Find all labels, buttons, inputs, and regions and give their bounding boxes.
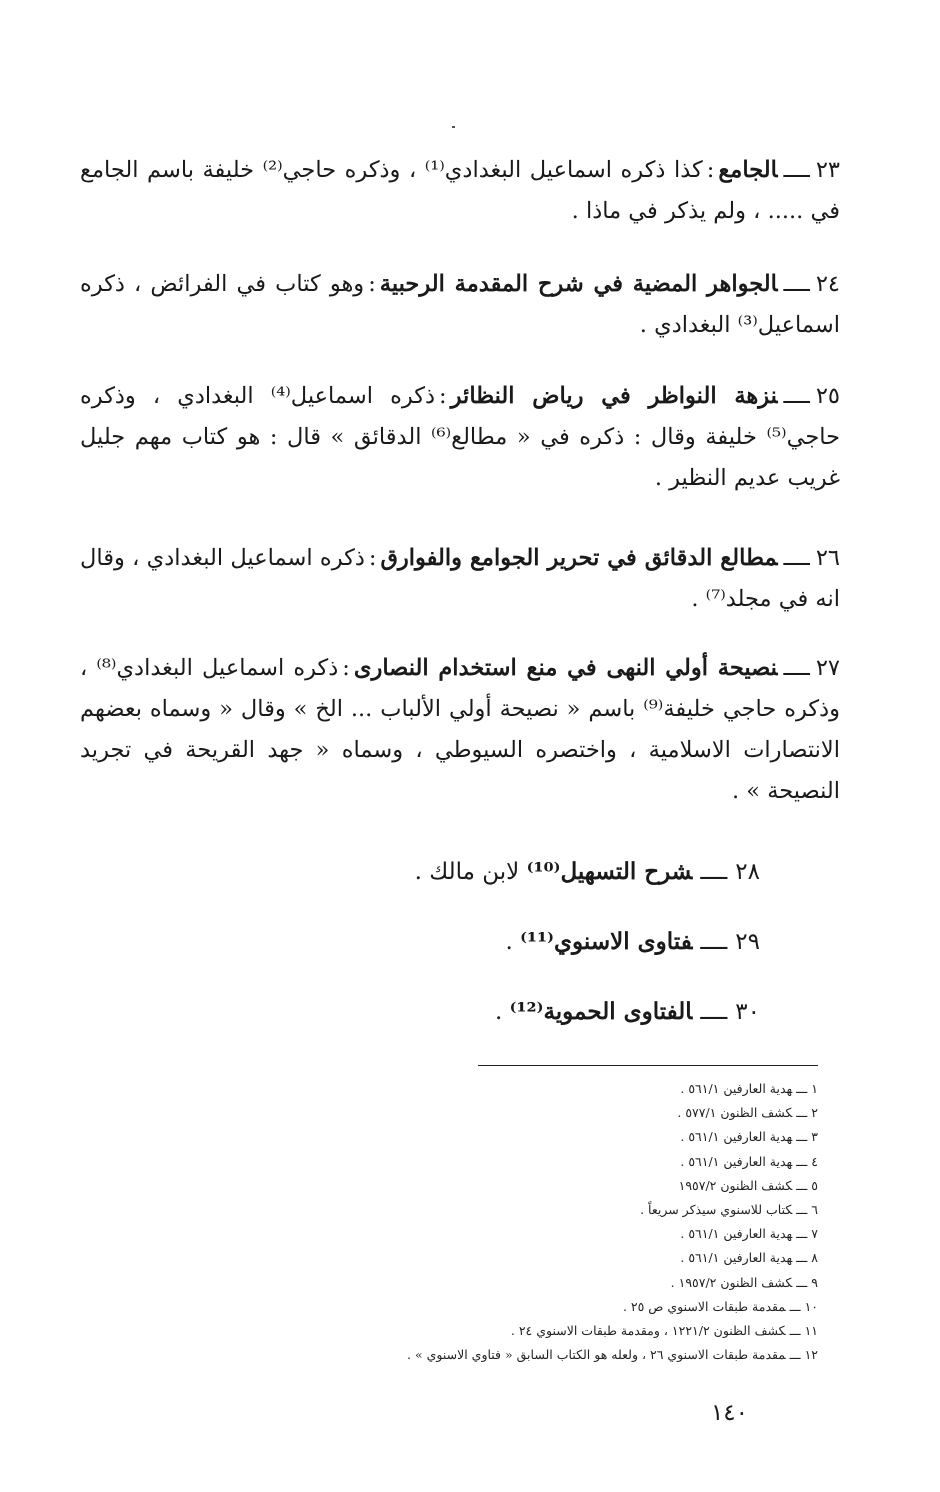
- entry-title: الفتاوى الحموية⁽¹²⁾: [509, 998, 693, 1025]
- footnote-number: ٤: [811, 1153, 818, 1169]
- footnote-text: كشف الظنون ٥٧٧/١ .: [677, 1105, 793, 1121]
- footnote-text: كشف الظنون ١٢٢١/٢ ، ومقدمة طبقات الاسنوي ٢٤ .: [510, 1323, 786, 1339]
- footnote-number: ٨: [811, 1250, 818, 1266]
- entry-text: لابن مالك .: [414, 859, 520, 885]
- entry-number: ٢٩: [735, 929, 760, 955]
- footnote-number: ٩: [811, 1274, 818, 1290]
- footnote-text: هدية العارفين ٥٦١/١ .: [680, 1081, 793, 1096]
- entry-dash: ــــ: [783, 655, 810, 681]
- footnote-number: ١: [811, 1081, 818, 1096]
- footnote-dash: ـــ: [796, 1105, 808, 1121]
- footnote-item: [198, 1246, 818, 1270]
- entry-dash: ــــ: [783, 157, 810, 183]
- footnote-number: ١٠: [804, 1298, 818, 1314]
- entry-dash: ــــ: [783, 545, 810, 571]
- entry-29: [506, 922, 760, 962]
- entry-number: ٢٥: [815, 383, 840, 409]
- entry-number: ٣٠: [735, 999, 760, 1025]
- entry-27: [80, 648, 840, 812]
- entry-dash: ــــ: [700, 999, 728, 1025]
- footnote-text: هدية العارفين ٥٦١/١ .: [680, 1226, 793, 1242]
- entry-title: نصيحة أولي النهى في منع استخدام النصارى: [353, 655, 778, 681]
- entry-text: ذكره اسماعيل البغدادي ، وقال انه في مجلد⁽⁷⁾ .: [80, 545, 840, 612]
- footnote-item: [198, 1343, 818, 1367]
- entry-title: نزهة النواظر في رياض النظائر: [450, 383, 778, 409]
- footnote-text: هدية العارفين ٥٦١/١ .: [680, 1129, 793, 1145]
- footnote-item: [198, 1150, 818, 1174]
- page-speck: [452, 126, 455, 128]
- footnote-dash: ـــ: [796, 1153, 808, 1169]
- entry-dash: ــــ: [700, 859, 728, 885]
- footnote-text: كتاب للاسنوي سيذكر سريعاً .: [640, 1202, 793, 1218]
- footnote-item: [198, 1101, 818, 1125]
- footnote-dash: ـــ: [796, 1177, 808, 1193]
- footnote-dash: ـــ: [796, 1202, 808, 1218]
- entry-23: [80, 150, 840, 232]
- entry-text: ذكره اسماعيل⁽⁴⁾ البغدادي ، وذكره حاجي⁽⁵⁾ خليفة وقال : ذكره في « مطالع⁽⁶⁾ الدقائق » قال : هو كتاب مهم جليل غريب عديم النظير .: [80, 383, 840, 491]
- entry-number: ٢٧: [815, 655, 840, 681]
- footnote-item: [198, 1222, 818, 1246]
- footnote-number: ١٢: [804, 1347, 818, 1363]
- entry-title: الجامع: [718, 157, 778, 183]
- entry-text: ذكره اسماعيل البغدادي⁽⁸⁾ ، وذكره حاجي خليفة⁽⁹⁾ باسم « نصيحة أولي الألباب ... الخ » وقال « وسماه بعضهم الانتصارات الاسلامية ، واختصره السيوطي ، وسماه « جهد القريحة في تجريد النصيحة » .: [80, 655, 840, 804]
- footnote-number: ٧: [811, 1226, 818, 1242]
- entry-colon: :: [706, 157, 715, 183]
- entry-dash: ــــ: [700, 929, 728, 955]
- entry-text: كذا ذكره اسماعيل البغدادي⁽¹⁾ ، وذكره حاجي⁽²⁾ خليفة باسم الجامع في ..... ، ولم يذكر في ماذا .: [80, 157, 840, 224]
- entry-title: شرح التسهيل⁽¹⁰⁾: [526, 858, 693, 885]
- footnote-dash: ـــ: [789, 1298, 801, 1314]
- entry-number: ٢٣: [815, 157, 840, 183]
- footnote-item: [198, 1077, 818, 1101]
- footnote-dash: ـــ: [796, 1129, 808, 1145]
- footnote-text: هدية العارفين ٥٦١/١ .: [680, 1250, 793, 1266]
- footnote-number: ٢: [811, 1105, 818, 1121]
- entry-26: [80, 538, 840, 620]
- footnote-item: [198, 1295, 818, 1319]
- entry-number: ٢٦: [815, 545, 841, 571]
- footnote-item: [198, 1125, 818, 1149]
- footnotes-list: [198, 1077, 818, 1367]
- entry-30: [495, 992, 760, 1032]
- entry-number: ٢٨: [735, 859, 760, 885]
- footnote-number: ٣: [811, 1129, 818, 1145]
- entry-title: الجواهر المضية في شرح المقدمة الرحبية: [379, 271, 778, 297]
- footnote-text: كشف الظنون ١٩٥٧/٢: [678, 1177, 793, 1193]
- entry-title: فتاوى الاسنوي⁽¹¹⁾: [520, 928, 693, 955]
- footnote-item: [198, 1319, 818, 1343]
- footnote-text: مقدمة طبقات الاسنوي ص ٢٥ .: [622, 1298, 786, 1314]
- footnote-item: [198, 1198, 818, 1222]
- footnote-dash: ـــ: [789, 1347, 801, 1363]
- entry-dash: ــــ: [783, 271, 810, 297]
- entry-28: [415, 852, 760, 892]
- footnote-text: كشف الظنون ١٩٥٧/٢ .: [670, 1274, 793, 1290]
- entry-colon: :: [342, 655, 350, 681]
- footnote-dash: ـــ: [796, 1250, 808, 1266]
- footnote-number: ٥: [811, 1177, 818, 1193]
- footnote-dash: ـــ: [796, 1274, 808, 1290]
- entry-colon: :: [368, 271, 376, 297]
- entry-text: .: [505, 929, 513, 955]
- footnote-separator: [478, 1065, 818, 1066]
- entry-24: [80, 264, 840, 346]
- footnote-number: ٦: [811, 1202, 818, 1218]
- footnote-item: [198, 1174, 818, 1198]
- footnote-dash: ـــ: [796, 1081, 808, 1096]
- entry-text: .: [494, 999, 503, 1025]
- entry-number: ٢٤: [815, 271, 840, 297]
- footnote-item: [198, 1271, 818, 1295]
- footnote-dash: ـــ: [796, 1226, 808, 1242]
- footnote-text: هدية العارفين ٥٦١/١ .: [680, 1153, 793, 1169]
- page-number: ١٤٠: [710, 1400, 748, 1426]
- footnote-text: مقدمة طبقات الاسنوي ٢٦ ، ولعله هو الكتاب السابق « فتاوي الاسنوي » .: [407, 1347, 786, 1363]
- entry-dash: ــــ: [783, 383, 810, 409]
- footnote-number: ١١: [804, 1323, 818, 1339]
- entry-title: مطالع الدقائق في تحرير الجوامع والفوارق: [380, 545, 778, 571]
- entry-25: [80, 376, 840, 499]
- footnote-dash: ـــ: [789, 1323, 801, 1339]
- entry-colon: :: [368, 545, 377, 571]
- entry-colon: :: [439, 383, 447, 409]
- entry-text: وهو كتاب في الفرائض ، ذكره اسماعيل⁽³⁾ البغدادي .: [80, 271, 840, 338]
